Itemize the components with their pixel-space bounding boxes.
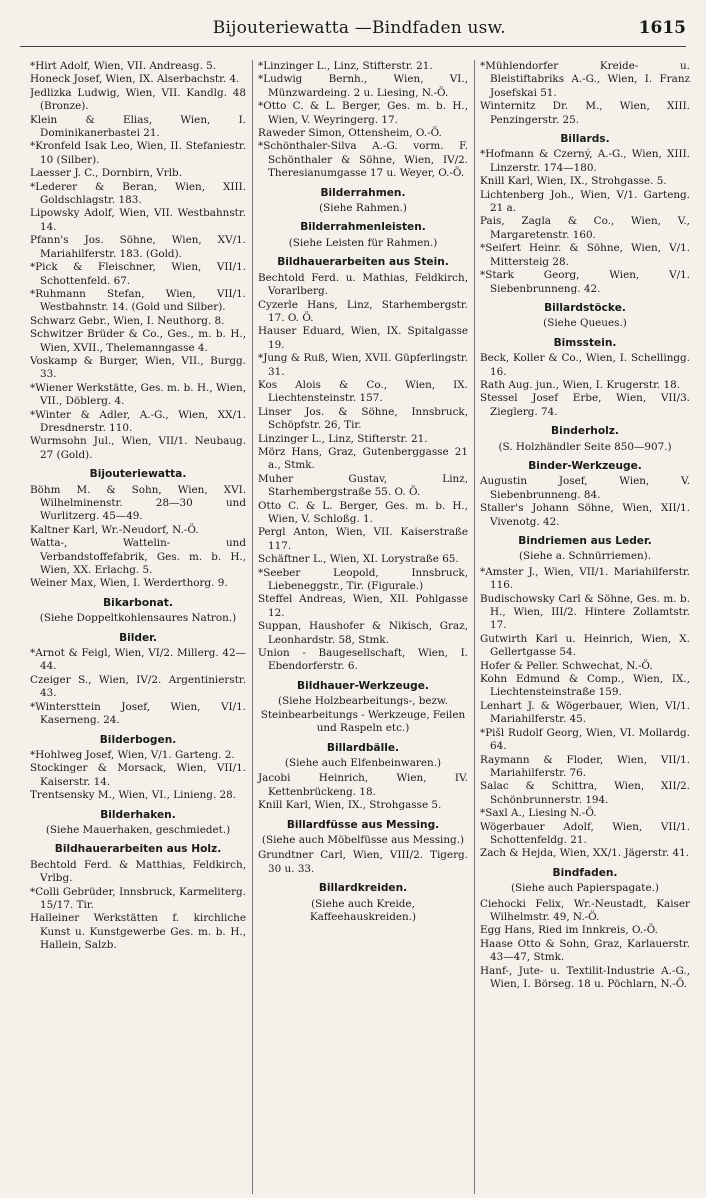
directory-entry: *Wintersttein Josef, Wien, VI/1. Kaserneng. 24. <box>30 700 246 727</box>
section-heading: Bilderhaken. <box>100 808 176 821</box>
section-heading: Bijouteriewatta. <box>89 468 187 481</box>
directory-entry: Otto C. & L. Berger, Ges. m. b. H., Wien, V. Schloßg. 1. <box>258 499 468 525</box>
directory-entry: Hauser Eduard, Wien, IX. Spitalgasse 19. <box>258 325 468 351</box>
page-number: 1615 <box>638 18 686 38</box>
directory-entry: Hanf-, Jute- u. Textilit-Industrie A.-G., Wien, I. Börseg. 18 u. Pöchlarn, N.-Ö. <box>480 964 690 990</box>
see-also-note: (Siehe Queues.) <box>543 317 627 330</box>
directory-entry: Knill Karl, Wien, IX., Strohgasse 5. <box>258 799 442 812</box>
directory-columns <box>30 60 690 1194</box>
section-heading: Bildhauerarbeiten aus Stein. <box>277 256 449 269</box>
directory-entry: Linser Jos. & Söhne, Innsbruck, Schöpfstr. 26, Tir. <box>258 405 468 432</box>
directory-entry: Mörz Hans, Graz, Gutenberggasse 21 a., Stmk. <box>258 445 468 472</box>
directory-entry: Wurmsohn Jul., Wien, VII/1. Neubaug. 27 (Gold). <box>30 435 246 461</box>
directory-entry: *Hohlweg Josef, Wien, V/1. Garteng. 2. <box>30 748 235 761</box>
directory-entry: Schwarz Gebr., Wien, I. Neuthorg. 8. <box>30 314 225 327</box>
see-also-note: (Siehe a. Schnürriemen). <box>518 550 652 563</box>
directory-entry: Stessel Josef Erbe, Wien, VII/3. Zieglerg. 74. <box>480 392 690 418</box>
section-heading: Bilderrahmen. <box>320 186 406 199</box>
directory-entry: Pergl Anton, Wien, VII. Kaiserstraße 117. <box>258 526 468 552</box>
see-also-note: (Siehe auch Kreide, Kaffeehauskreiden.) <box>309 897 417 923</box>
section-heading: Billardbälle. <box>326 741 400 754</box>
see-also-note: (Siehe auch Papierspagate.) <box>510 882 659 895</box>
section-heading: Billardstöcke. <box>544 301 626 314</box>
see-also-note: (Siehe auch Möbelfüsse aus Messing.) <box>261 833 465 846</box>
section-heading: Bindriemen aus Leder. <box>518 535 652 547</box>
directory-entry: Muher Gustav, Linz, Starhembergstraße 55. O. Ö. <box>258 472 468 499</box>
directory-entry: Jedlizka Ludwig, Wien, VII. Kandlg. 48 (Bronze). <box>30 86 246 113</box>
directory-entry: Budischowsky Carl & Söhne, Ges. m. b. H., Wien, III/2. Hintere Zollamtstr. 17. <box>480 592 690 632</box>
directory-entry: Schäftner L., Wien, XI. Lorystraße 65. <box>258 553 459 566</box>
directory-entry: *Jung & Ruß, Wien, XVII. Güpferlingstr. 31. <box>258 352 468 378</box>
directory-entry: Beck, Koller & Co., Wien, I. Schellingg. 16. <box>480 352 690 378</box>
directory-entry: Halleiner Werkstätten f. kirchliche Kunst u. Kunstgewerbe Ges. m. b. H., Hallein, Salzb. <box>30 912 246 952</box>
section-heading: Billardfüsse aus Messing. <box>286 818 440 831</box>
see-also-note: (Siehe Mauerhaken, geschmiedet.) <box>45 823 231 836</box>
directory-entry: Bechtold Ferd. & Matthias, Feldkirch, Vrlbg. <box>30 858 246 885</box>
directory-entry: Raweder Simon, Ottensheim, O.-Ö. <box>258 127 442 140</box>
see-also-note: (Siehe auch Elfenbeinwaren.) <box>284 756 442 769</box>
directory-entry: Jacobi Heinrich, Wien, IV. Kettenbrückeng. 18. <box>258 772 468 798</box>
directory-entry: Pais, Zagla & Co., Wien, V., Margaretenstr. 160. <box>480 215 690 241</box>
section-heading: Bindfaden. <box>552 866 618 879</box>
directory-entry: *Seeber Leopold, Innsbruck, Liebeneggstr., Tir. (Figurale.) <box>258 566 468 593</box>
see-also-note: (Siehe Leisten für Rahmen.) <box>288 236 438 249</box>
directory-entry: Linzinger L., Linz, Stifterstr. 21. <box>258 432 428 445</box>
section-heading: Billardkreiden. <box>318 882 408 895</box>
section-heading: Binder-Werkzeuge. <box>528 459 642 472</box>
directory-entry: Lenhart J. & Wögerbauer, Wien, VI/1. Mariahilferstr. 45. <box>480 699 690 726</box>
section-heading: Bikarbonat. <box>103 596 173 609</box>
directory-entry: Voskamp & Burger, Wien, VII., Burgg. 33. <box>30 354 246 381</box>
directory-entry: *Kronfeld Isak Leo, Wien, II. Stefaniestr. 10 (Silber). <box>30 140 246 166</box>
page-header <box>20 10 686 47</box>
directory-entry: Lipowsky Adolf, Wien, VII. Westbahnstr. 14. <box>30 207 246 233</box>
directory-entry: *Amster J., Wien, VII/1. Mariahilferstr. 116. <box>480 565 690 592</box>
column-left <box>30 60 246 1194</box>
directory-entry: Kaltner Karl, Wr.-Neudorf, N.-Ö. <box>30 523 199 536</box>
directory-entry: Gutwirth Karl u. Heinrich, Wien, X. Gellertgasse 54. <box>480 632 690 659</box>
page-title: Bijouteriewatta —Bindfaden usw. <box>212 18 506 38</box>
directory-entry: Salac & Schittra, Wien, XII/2. Schönbrunnerstr. 194. <box>480 780 690 806</box>
directory-entry: *Schönthaler-Silva A.-G. vorm. F. Schönthaler & Söhne, Wien, IV/2. Theresianumgasse 17 u. Weyer, O.-Ö. <box>258 140 468 180</box>
directory-entry: Honeck Josef, Wien, IX. Alserbachstr. 4. <box>30 73 240 86</box>
directory-entry: Raymann & Floder, Wien, VII/1. Mariahilferstr. 76. <box>480 753 690 779</box>
directory-entry: Laesser J. C., Dornbirn, Vrlb. <box>30 167 183 180</box>
column-right <box>474 60 690 1194</box>
directory-entry: Steffel Andreas, Wien, XII. Pohlgasse 12. <box>258 593 468 619</box>
column-middle <box>252 60 468 1194</box>
directory-entry: *Arnot & Feigl, Wien, VI/2. Millerg. 42—44. <box>30 647 246 673</box>
directory-entry: Rath Aug. jun., Wien, I. Krugerstr. 18. <box>480 378 681 391</box>
directory-entry: Weiner Max, Wien, I. Werderthorg. 9. <box>30 577 228 590</box>
directory-entry: *Lederer & Beran, Wien, XIII. Goldschlagstr. 183. <box>30 180 246 207</box>
directory-entry: *Wiener Werkstätte, Ges. m. b. H., Wien, VII., Döblerg. 4. <box>30 381 246 408</box>
directory-entry: Wögerbauer Adolf, Wien, VII/1. Schottenfeldg. 21. <box>480 820 690 846</box>
section-heading: Bilderbogen. <box>99 733 177 746</box>
directory-entry: Kohn Edmund & Comp., Wien, IX., Liechtensteinstraße 159. <box>480 673 690 699</box>
section-heading: Billards. <box>560 133 610 146</box>
directory-entry: *Ruhmann Stefan, Wien, VII/1. Westbahnstr. 14. (Gold und Silber). <box>30 287 246 314</box>
directory-entry: Staller's Johann Söhne, Wien, XII/1. Vivenotg. 42. <box>480 502 690 528</box>
directory-entry: Knill Karl, Wien, IX., Strohgasse. 5. <box>480 175 667 188</box>
directory-entry: *Colli Gebrüder, Innsbruck, Karmeliterg. 15/17. Tir. <box>30 885 246 911</box>
directory-entry: Ciehocki Felix, Wr.-Neustadt, Kaiser Wilhelmstr. 49, N.-Ö. <box>480 897 690 923</box>
directory-entry: Schwitzer Brüder & Co., Ges., m. b. H., Wien, XVII., Thelemanngasse 4. <box>30 328 246 354</box>
directory-entry: Kos Alois & Co., Wien, IX. Liechtensteinstr. 157. <box>258 378 468 405</box>
directory-entry: *Otto C. & L. Berger, Ges. m. b. H., Wien, V. Weyringerg. 17. <box>258 100 468 126</box>
see-also-note: (Siehe Doppeltkohlensaures Natron.) <box>39 612 237 625</box>
directory-entry: *Saxl A., Liesing N.-Ö. <box>480 807 597 820</box>
directory-entry: Bechtold Ferd. u. Mathias, Feldkirch, Vorarlberg. <box>258 271 468 298</box>
section-heading: Bildhauer-Werkzeuge. <box>297 679 429 692</box>
directory-entry: Winternitz Dr. M., Wien, XIII. Penzingerstr. 25. <box>480 100 690 126</box>
directory-entry: *Linzinger L., Linz, Stifterstr. 21. <box>258 60 433 72</box>
section-heading: Bildhauerarbeiten aus Holz. <box>54 843 222 856</box>
directory-entry: *Mühlendorfer Kreide- u. Bleistiftabriks A.-G., Wien, I. Franz Josefskai 51. <box>480 60 690 99</box>
section-heading: Bilder. <box>119 631 157 644</box>
directory-entry: Cyzerle Hans, Linz, Starhembergstr. 17. O. Ö. <box>258 298 468 324</box>
section-heading: Bilderrahmenleisten. <box>300 221 426 234</box>
directory-entry: Klein & Elias, Wien, I. Dominikanerbastei 21. <box>30 113 246 140</box>
directory-entry: Trentsensky M., Wien, VI., Linieng. 28. <box>30 789 237 802</box>
section-heading: Bimsstein. <box>553 336 617 349</box>
directory-entry: *Pišl Rudolf Georg, Wien, VI. Mollardg. 64. <box>480 726 690 753</box>
directory-entry: Watta-, Wattelin- und Verbandstoffefabrik, Ges. m. b. H., Wien, XX. Erlachg. 5. <box>30 537 246 577</box>
see-also-note: (Siehe Rahmen.) <box>319 202 407 215</box>
directory-entry: *Pick & Fleischner, Wien, VII/1. Schottenfeld. 67. <box>30 261 246 287</box>
directory-entry: Suppan, Haushofer & Nikisch, Graz, Leonhardstr. 58, Stmk. <box>258 620 468 646</box>
directory-entry: Böhm M. & Sohn, Wien, XVI. Wilhelminenstr. 28—30 und Wurlitzerg. 45—49. <box>30 483 246 523</box>
directory-entry: Haase Otto & Sohn, Graz, Karlauerstr. 43—47, Stmk. <box>480 937 690 964</box>
directory-entry: *Seifert Heinr. & Söhne, Wien, V/1. Mittersteig 28. <box>480 242 690 268</box>
directory-entry: Pfann's Jos. Söhne, Wien, XV/1. Mariahilferstr. 183. (Gold). <box>30 234 246 260</box>
directory-entry: Stockinger & Morsack, Wien, VII/1. Kaiserstr. 14. <box>30 762 246 788</box>
directory-entry: *Winter & Adler, A.-G., Wien, XX/1. Dresdnerstr. 110. <box>30 408 246 434</box>
section-heading: Binderholz. <box>551 425 619 438</box>
directory-entry: Hofer & Peller. Schwechat, N.-Ö. <box>480 659 653 672</box>
directory-entry: Grundtner Carl, Wien, VIII/2. Tigerg. 30 u. 33. <box>258 849 468 875</box>
directory-entry: Augustin Josef, Wien, V. Siebenbrunneng. 84. <box>480 475 690 501</box>
directory-entry: Czeiger S., Wien, IV/2. Argentinierstr. 43. <box>30 673 246 700</box>
directory-entry: *Ludwig Bernh., Wien, VI., Münzwardeing. 2 u. Liesing, N.-Ö. <box>258 73 468 99</box>
directory-entry: Union - Baugesellschaft, Wien, I. Ebendorferstr. 6. <box>258 647 468 673</box>
see-also-note: (Siehe Holzbearbeitungs-, bezw. Steinbearbeitungs - Werkzeuge, Feilen und Raspeln etc.) <box>260 695 466 735</box>
directory-entry: *Stark Georg, Wien, V/1. Siebenbrunneng. 42. <box>480 269 690 295</box>
directory-entry: Zach & Hejda, Wien, XX/1. Jägerstr. 41. <box>480 847 690 860</box>
see-also-note: (S. Holzhändler Seite 850—907.) <box>498 440 672 453</box>
directory-entry: Lichtenberg Joh., Wien, V/1. Garteng. 21 a. <box>480 188 690 215</box>
directory-entry: Egg Hans, Ried im Innkreis, O.-Ö. <box>480 924 658 937</box>
directory-entry: *Hirt Adolf, Wien, VII. Andreasg. 5. <box>30 60 217 72</box>
directory-entry: *Hofmann & Czerný, A.-G., Wien, XIII. Linzerstr. 174—180. <box>480 148 690 174</box>
